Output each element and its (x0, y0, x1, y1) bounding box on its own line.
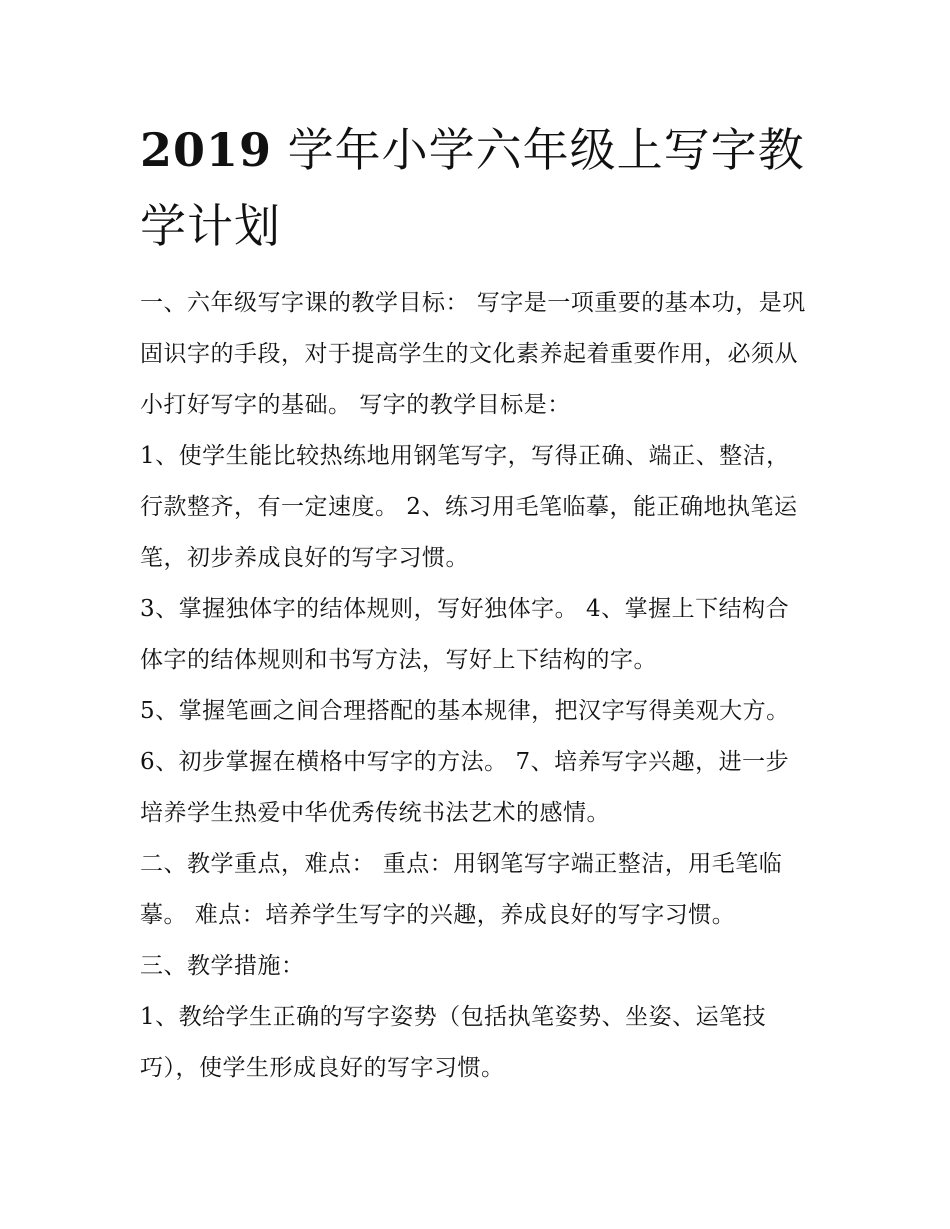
paragraph-measure-1: 1、教给学生正确的写字姿势（包括执笔姿势、坐姿、运笔技巧），使学生形成良好的写字习惯。 (140, 1004, 767, 1081)
paragraph-measures-heading: 三、教学措施： (140, 953, 305, 979)
paragraph-objectives-3-4: 3、掌握独体字的结体规则，写好独体字。 4、掌握上下结构合体字的结体规则和书写方法，写好上下结构的字。 (140, 596, 790, 673)
paragraph-objectives-5-7: 5、掌握笔画之间合理搭配的基本规律，把汉字写得美观大方。 6、初步掌握在横格中写字的方法。 7、培养写字兴趣，进一步培养学生热爱中华优秀传统书法艺术的感情。 (140, 698, 790, 826)
paragraph-objectives-intro: 一、六年级写字课的教学目标： 写字是一项重要的基本功，是巩固识字的手段，对于提高学生的文化素养起着重要作用，必须从小打好写字的基础。 写字的教学目标是： (140, 290, 806, 418)
title-year: 2019 (140, 123, 273, 177)
title-text: 学年小学六年级上写字教学计划 (140, 123, 805, 253)
paragraph-key-points: 二、教学重点，难点： 重点：用钢笔写字端正整洁，用毛笔临摹。 难点：培养学生写字的兴趣，养成良好的写字习惯。 (140, 851, 783, 928)
document-title (140, 112, 810, 264)
document-body (140, 112, 810, 1094)
paragraph-objectives-1-2: 1、使学生能比较热练地用钢笔写字，写得正确、端正、整洁，行款整齐，有一定速度。 2、练习用毛笔临摹，能正确地执笔运笔，初步养成良好的写字习惯。 (140, 443, 798, 571)
